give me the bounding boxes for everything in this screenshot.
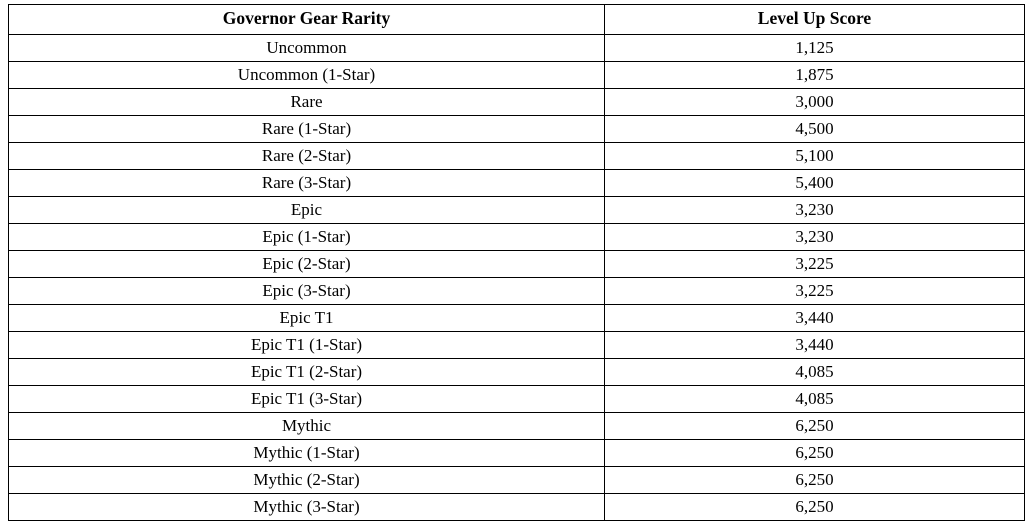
table-row — [9, 223, 1025, 250]
cell-score: 5,100 — [605, 142, 1025, 169]
column-header-score: Level Up Score — [605, 5, 1025, 35]
cell-score: 6,250 — [605, 439, 1025, 466]
cell-score: 4,085 — [605, 358, 1025, 385]
cell-rarity: Epic T1 (1-Star) — [9, 331, 605, 358]
cell-score: 3,440 — [605, 331, 1025, 358]
table-row — [9, 331, 1025, 358]
cell-score: 1,875 — [605, 61, 1025, 88]
cell-rarity: Rare (1-Star) — [9, 115, 605, 142]
cell-score: 5,400 — [605, 169, 1025, 196]
cell-rarity: Epic (1-Star) — [9, 223, 605, 250]
cell-rarity: Rare (2-Star) — [9, 142, 605, 169]
cell-rarity: Uncommon (1-Star) — [9, 61, 605, 88]
table-row — [9, 196, 1025, 223]
cell-rarity: Epic T1 — [9, 304, 605, 331]
cell-score: 3,230 — [605, 196, 1025, 223]
table-body — [9, 34, 1025, 520]
cell-rarity: Epic — [9, 196, 605, 223]
cell-score: 6,250 — [605, 466, 1025, 493]
cell-score: 3,225 — [605, 277, 1025, 304]
cell-score: 4,085 — [605, 385, 1025, 412]
table-row — [9, 493, 1025, 520]
cell-rarity: Rare — [9, 88, 605, 115]
cell-rarity: Mythic (2-Star) — [9, 466, 605, 493]
cell-rarity: Mythic (3-Star) — [9, 493, 605, 520]
cell-score: 4,500 — [605, 115, 1025, 142]
cell-score: 3,440 — [605, 304, 1025, 331]
cell-rarity: Epic (3-Star) — [9, 277, 605, 304]
cell-score: 1,125 — [605, 34, 1025, 61]
cell-rarity: Epic (2-Star) — [9, 250, 605, 277]
cell-score: 6,250 — [605, 412, 1025, 439]
table-row — [9, 412, 1025, 439]
cell-rarity: Mythic (1-Star) — [9, 439, 605, 466]
table-row — [9, 34, 1025, 61]
table-row — [9, 169, 1025, 196]
governor-gear-score-table — [8, 4, 1025, 521]
table-row — [9, 88, 1025, 115]
table-header-row — [9, 5, 1025, 35]
cell-rarity: Mythic — [9, 412, 605, 439]
table-row — [9, 466, 1025, 493]
table-row — [9, 385, 1025, 412]
table-row — [9, 250, 1025, 277]
table-row — [9, 358, 1025, 385]
cell-rarity: Epic T1 (2-Star) — [9, 358, 605, 385]
table-row — [9, 304, 1025, 331]
table-row — [9, 277, 1025, 304]
table-header — [9, 5, 1025, 35]
table-row — [9, 115, 1025, 142]
column-header-rarity: Governor Gear Rarity — [9, 5, 605, 35]
cell-score: 3,230 — [605, 223, 1025, 250]
cell-rarity: Epic T1 (3-Star) — [9, 385, 605, 412]
table-row — [9, 142, 1025, 169]
cell-score: 3,000 — [605, 88, 1025, 115]
table-row — [9, 61, 1025, 88]
cell-score: 6,250 — [605, 493, 1025, 520]
cell-rarity: Uncommon — [9, 34, 605, 61]
cell-rarity: Rare (3-Star) — [9, 169, 605, 196]
table-row — [9, 439, 1025, 466]
cell-score: 3,225 — [605, 250, 1025, 277]
